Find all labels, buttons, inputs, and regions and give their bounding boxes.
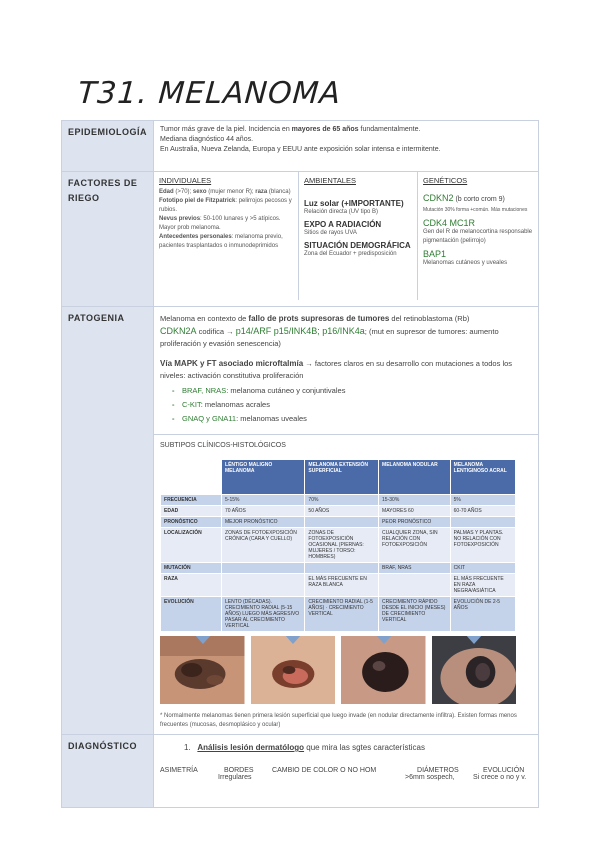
epidemiologia-content	[154, 121, 539, 172]
patogenia-line-3: Vía MAPK y FT asociado microftalmía → factores claros en su desarrollo con mutaciones a todos los niveles: activación constitutiva proliferación	[160, 359, 513, 380]
factores-individuales	[154, 172, 299, 300]
table-cell	[305, 517, 379, 528]
patogenia-content	[154, 307, 539, 735]
epidemiologia-line-1: Tumor más grave de la piel. Incidencia en mayores de 65 años fundamentalmente.	[160, 126, 421, 133]
geneticos-cdk4-desc: Gen del R de melanocortina responsable pigmentación (pelirrojo)	[423, 229, 533, 244]
subtipos-header-cell: MELANOMA NODULAR	[379, 460, 451, 495]
table-cell: ZONAS DE FOTOEXPOSICIÓN OCASIONAL (PIERNAS: MUJERES / TORSO: HOMBRES)	[305, 528, 379, 563]
criterion-asimetria: ASIMETRÍA	[160, 767, 198, 774]
melanoma-table	[61, 120, 539, 808]
geneticos-heading: GENÉTICOS	[423, 176, 468, 185]
section-label-diagnostico: DIAGNÓSTICO	[62, 735, 154, 808]
table-row	[161, 563, 516, 574]
table-cell: PEOR PRONÓSTICO	[379, 517, 451, 528]
individuales-nevus: Nevus previos: 50-100 lunares y >5 atípicos. Mayor prob melanoma.	[159, 216, 281, 231]
table-cell: EVOLUCIÓN DE 2-5 AÑOS	[450, 597, 515, 632]
table-row	[161, 528, 516, 563]
mutation-item: - GNAQ y GNA11: melanomas uveales	[182, 412, 532, 426]
subtipos-header-row	[161, 460, 516, 495]
patogenia-line-1: Melanoma en contexto de fallo de prots supresoras de tumores del retinoblastoma (Rb)	[160, 314, 470, 323]
ambientales-expo-desc: Sitios de rayos UVA	[304, 230, 357, 236]
ambientales-expo: EXPO A RADIACIÓN	[304, 220, 382, 229]
criterion-diametros: DIÁMETROS >6mm sospech,	[405, 767, 459, 781]
table-cell: 70 AÑOS	[222, 506, 305, 517]
table-cell: 5-15%	[222, 495, 305, 506]
table-cell: 50 AÑOS	[305, 506, 379, 517]
factores-geneticos	[418, 172, 538, 300]
table-cell: CRECIMIENTO RADIAL (1-5 AÑOS) · CRECIMIENTO VERTICAL	[305, 597, 379, 632]
arrow-down-icon	[375, 636, 393, 644]
criterion-evolucion: EVOLUCIÓN Si crece o no y v.	[473, 767, 527, 781]
row-label: FRECUENCIA	[161, 495, 222, 506]
table-cell: 70%	[305, 495, 379, 506]
extension-superficial-photo	[251, 636, 336, 704]
subtipos-heading: SUBTIPOS CLÍNICOS-HISTOLÓGICOS	[160, 442, 286, 449]
lentigo-maligno-photo	[160, 636, 245, 704]
section-label-patogenia: PATOGENIA	[62, 307, 154, 735]
table-cell: BRAF, NRAS	[379, 563, 451, 574]
individuales-edad: Edad (>70); sexo (mujer menor R); raza (blanca)	[159, 189, 291, 195]
table-cell: PALMAS Y PLANTAS. NO RELACIÓN CON FOTOEXPOSICIÓN	[450, 528, 515, 563]
table-row	[161, 517, 516, 528]
table-row	[161, 506, 516, 517]
table-cell	[222, 574, 305, 597]
table-row	[161, 495, 516, 506]
patogenia-line-2: CDKN2A codifica → p14/ARF p15/INK4B; p16/INK4a; (mut en supresor de tumores: aumento proliferación y evasión senescencia)	[160, 326, 499, 348]
table-cell: CKIT	[450, 563, 515, 574]
subtipos-header-cell	[161, 460, 222, 495]
table-cell: MEJOR PRONÓSTICO	[222, 517, 305, 528]
table-cell: LENTO (DÉCADAS). CRECIMIENTO RADIAL (5-15 AÑOS) LUEGO MÁS AGRESIVO PASAR AL CRECIMIENTO VERTICAL	[222, 597, 305, 632]
subtipos-note: * Normalmente melanomas tienen primera lesión superficial que luego invade (en nodular directamente infiltra). Existen formas menos frecuentes (mucosas, desmoplásico y ocular)	[160, 713, 517, 728]
arrow-down-icon	[194, 636, 212, 644]
nodular-image	[341, 636, 426, 704]
section-factores	[62, 172, 539, 307]
epidemiologia-line-3: En Australia, Nueva Zelanda, Europa y EEUU ante exposición solar intensa e intermitente.	[160, 146, 441, 153]
arrow-down-icon	[284, 636, 302, 644]
arrow-down-icon	[465, 636, 483, 644]
nodular-photo	[341, 636, 426, 704]
mutation-item: - BRAF, NRAS: melanoma cutáneo y conjuntivales	[182, 384, 532, 398]
table-cell: ZONAS DE FOTOEXPOSICIÓN CRÓNICA (CARA Y CUELLO)	[222, 528, 305, 563]
row-label: PRONÓSTICO	[161, 517, 222, 528]
page-title: T31. MELANOMA	[76, 76, 343, 111]
ambientales-luz-desc: Relación directa (UV tipo B)	[304, 209, 379, 215]
geneticos-bap1-desc: Melanomas cutáneos y uveales	[423, 260, 508, 266]
section-patogenia	[62, 307, 539, 735]
row-label: EDAD	[161, 506, 222, 517]
table-cell	[222, 563, 305, 574]
table-cell: EL MÁS FRECUENTE EN RAZA BLANCA	[305, 574, 379, 597]
individuales-heading: INDIVIDUALES	[159, 176, 212, 185]
row-label: RAZA	[161, 574, 222, 597]
table-cell: 15-30%	[379, 495, 451, 506]
table-cell: CUALQUIER ZONA, SIN RELACIÓN CON FOTOEXPOSICIÓN	[379, 528, 451, 563]
factores-ambientales	[299, 172, 418, 300]
criterion-bordes: BORDES Irregulares	[218, 767, 254, 781]
section-diagnostico	[62, 735, 539, 808]
extension-superficial-image	[251, 636, 336, 704]
table-cell: MAYORES 60	[379, 506, 451, 517]
lentiginoso-acral-photo	[432, 636, 517, 704]
table-cell: 60-70 AÑOS	[450, 506, 515, 517]
table-row	[161, 574, 516, 597]
mutation-item: - C-KIT: melanomas acrales	[182, 398, 532, 412]
mutation-list	[160, 384, 532, 426]
section-epidemiologia	[62, 121, 539, 172]
ambientales-luz: Luz solar (+IMPORTANTE)	[304, 199, 404, 208]
subtipos-header-cell: LÉNTIGO MALIGNO MELANOMA	[222, 460, 305, 495]
table-cell: CRECIMIENTO RÁPIDO DESDE EL INICIO (MESES) DE CRECIMIENTO VERTICAL	[379, 597, 451, 632]
ambientales-situacion-desc: Zona del Ecuador + predisposición	[304, 251, 397, 257]
subtipos-table	[160, 459, 516, 632]
subtipos-header-cell: MELANOMA LENTIGINOSO ACRAL	[450, 460, 515, 495]
criterion-color: CAMBIO DE COLOR O NO HOM	[272, 767, 377, 774]
table-cell: EL MÁS FRECUENTE EN RAZA NEGRA/ASIÁTICA	[450, 574, 515, 597]
row-label: EVOLUCIÓN	[161, 597, 222, 632]
diagnostico-item-1: 1. Análisis lesión dermatólogo que mira las sgtes características	[184, 743, 425, 752]
section-label-epidemiologia: EPIDEMIOLOGÍA	[62, 121, 154, 172]
geneticos-bap1: BAP1	[423, 249, 447, 259]
geneticos-cdkn2: CDKN2 (b corto crom 9)	[423, 193, 505, 203]
lesion-photos	[160, 636, 516, 704]
ambientales-heading: AMBIENTALES	[304, 176, 356, 185]
table-cell	[450, 517, 515, 528]
row-label: LOCALIZACIÓN	[161, 528, 222, 563]
epidemiologia-line-2: Mediana diagnóstico 44 años.	[160, 136, 254, 143]
table-cell	[379, 574, 451, 597]
section-label-factores: FACTORES DE RIEGO	[62, 172, 154, 307]
patogenia-text	[154, 307, 538, 435]
ambientales-situacion: SITUACIÓN DEMOGRÁFICA	[304, 241, 411, 250]
lentiginoso-acral-image	[432, 636, 517, 704]
individuales-antecedentes: Antecedentes personales: melanoma previo, pacientes trasplantados o inmunodeprimidos	[159, 234, 283, 249]
subtipos-header-cell: MELANOMA EXTENSIÓN SUPERFICIAL	[305, 460, 379, 495]
individuales-fototipo: Fototipo piel de Fitzpatrick: pelirrojos pecosos y rubios.	[159, 198, 292, 213]
lentigo-maligno-image	[160, 636, 245, 704]
diagnostico-content	[154, 735, 539, 808]
row-label: MUTACIÓN	[161, 563, 222, 574]
subtipos-block	[154, 435, 538, 734]
table-cell	[305, 563, 379, 574]
table-cell: 5%	[450, 495, 515, 506]
geneticos-cdk4: CDK4 MC1R	[423, 218, 476, 228]
diagnostico-criteria	[160, 767, 532, 781]
table-row	[161, 597, 516, 632]
geneticos-cdkn2-desc: Mutación 30% forma +común. Más mutaciones	[423, 207, 528, 213]
factores-content	[154, 172, 539, 307]
